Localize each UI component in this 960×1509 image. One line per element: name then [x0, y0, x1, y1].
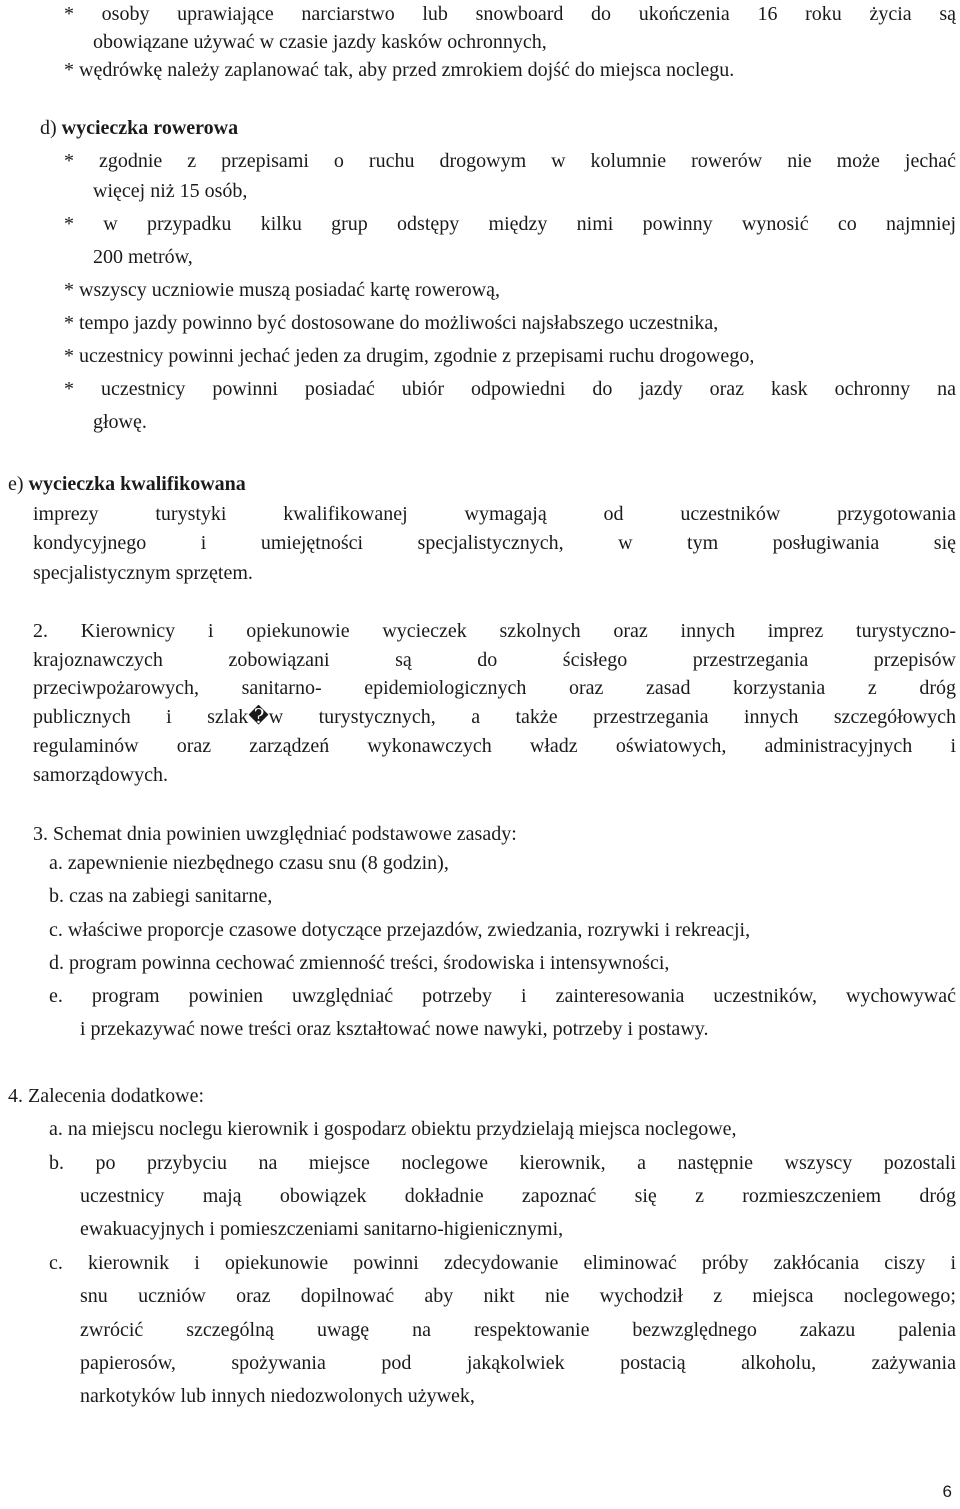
text-line: kondycyjnego i umiejętności specjalistycznych, w tym posługiwania się	[33, 532, 956, 554]
text-line: krajoznawczych zobowiązani są do ścisłego przestrzegania przepisów	[33, 649, 956, 671]
list-item: ewakuacyjnych i pomieszczeniami sanitarno-higienicznymi,	[80, 1218, 564, 1240]
list-item: b. po przybyciu na miejsce noclegowe kierownik, a następnie wszyscy pozostali	[49, 1152, 956, 1174]
text-line: * zgodnie z przepisami o ruchu drogowym w kolumnie rowerów nie może jechać	[64, 150, 956, 172]
list-item: uczestnicy mają obowiązek dokładnie zapoznać się z rozmieszczeniem dróg	[80, 1185, 956, 1207]
page-number: 6	[942, 1482, 952, 1501]
text-line: * w przypadku kilku grup odstępy między nimi powinny wynosić co najmniej	[64, 213, 956, 235]
section-prefix: e)	[8, 473, 29, 495]
text-line: * uczestnicy powinni posiadać ubiór odpowiedni do jazdy oraz kask ochronny na	[64, 378, 956, 400]
list-item: c. kierownik i opiekunowie powinni zdecydowanie eliminować próby zakłócania ciszy i	[49, 1252, 956, 1274]
section-prefix: d)	[40, 117, 62, 139]
text-line: * osoby uprawiające narciarstwo lub snowboard do ukończenia 16 roku życia są	[64, 3, 956, 25]
list-item: e. program powinien uwzględniać potrzeby i zainteresowania uczestników, wychowywać	[49, 985, 956, 1007]
section-heading	[40, 116, 238, 140]
text-line: imprezy turystyki kwalifikowanej wymagają od uczestników przygotowania	[33, 503, 956, 525]
list-item: c. właściwe proporcje czasowe dotyczące przejazdów, zwiedzania, rozrywki i rekreacji,	[49, 919, 751, 941]
text-line: * wędrówkę należy zaplanować tak, aby przed zmrokiem dojść do miejsca noclegu.	[64, 59, 735, 81]
text-line: obowiązane używać w czasie jazdy kasków ochronnych,	[93, 31, 547, 53]
text-line: więcej niż 15 osób,	[93, 180, 248, 202]
list-item: a. na miejscu noclegu kierownik i gospodarz obiektu przydzielają miejsca noclegowe,	[49, 1118, 737, 1140]
section-title: wycieczka rowerowa	[61, 117, 239, 139]
text-line: samorządowych.	[33, 764, 168, 786]
text-line: * wszyscy uczniowie muszą posiadać kartę rowerową,	[64, 279, 500, 301]
list-item: d. program powinna cechować zmienność treści, środowiska i intensywności,	[49, 952, 670, 974]
text-line: regulaminów oraz zarządzeń wykonawczych władz oświatowych, administracyjnych i	[33, 735, 956, 757]
section-heading	[8, 472, 246, 496]
list-item: zwrócić szczególną uwagę na respektowanie bezwzględnego zakazu palenia	[80, 1319, 956, 1341]
text-line: 2. Kierownicy i opiekunowie wycieczek szkolnych oraz innych imprez turystyczno-	[33, 620, 956, 642]
text-line: publicznych i szlak�w turystycznych, a także przestrzegania innych szczegółowych	[33, 706, 956, 728]
text-line: głowę.	[93, 411, 147, 433]
text-line: przeciwpożarowych, sanitarno- epidemiologicznych oraz zasad korzystania z dróg	[33, 677, 956, 699]
section-heading: 3. Schemat dnia powinien uwzględniać podstawowe zasady:	[33, 823, 517, 845]
text-line: specjalistycznym sprzętem.	[33, 562, 253, 584]
text-line: * uczestnicy powinni jechać jeden za drugim, zgodnie z przepisami ruchu drogowego,	[64, 345, 755, 367]
text-line: 200 metrów,	[93, 246, 193, 268]
list-item: i przekazywać nowe treści oraz kształtować nowe nawyki, potrzeby i postawy.	[80, 1018, 709, 1040]
list-item: a. zapewnienie niezbędnego czasu snu (8 godzin),	[49, 852, 449, 874]
list-item: b. czas na zabiegi sanitarne,	[49, 885, 273, 907]
section-heading: 4. Zalecenia dodatkowe:	[8, 1085, 205, 1107]
list-item: snu uczniów oraz dopilnować aby nikt nie wychodził z miejsca noclegowego;	[80, 1285, 956, 1307]
text-line: * tempo jazdy powinno być dostosowane do możliwości najsłabszego uczestnika,	[64, 312, 719, 334]
list-item: narkotyków lub innych niedozwolonych używek,	[80, 1385, 475, 1407]
section-title: wycieczka kwalifikowana	[28, 473, 246, 495]
list-item: papierosów, spożywania pod jakąkolwiek postacią alkoholu, zażywania	[80, 1352, 956, 1374]
